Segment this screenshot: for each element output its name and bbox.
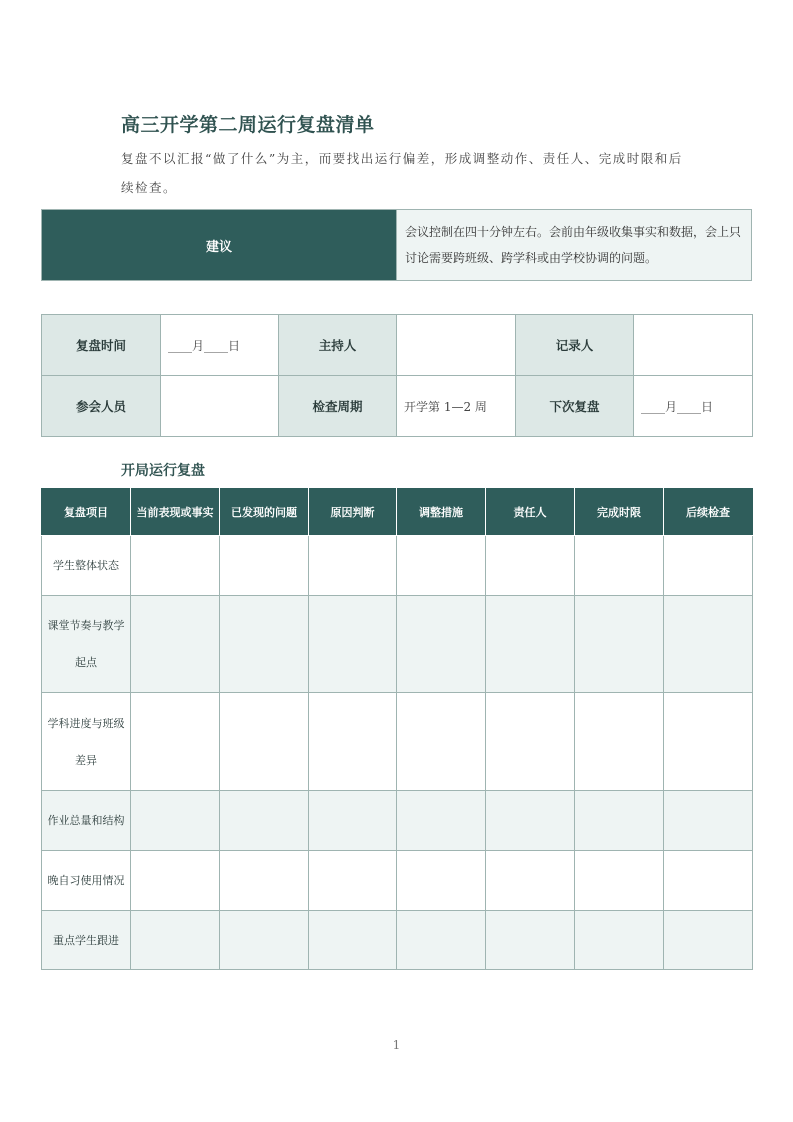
table-cell[interactable] <box>220 596 309 693</box>
table-cell[interactable] <box>309 536 397 596</box>
page-number: 1 <box>392 1038 401 1052</box>
table-cell[interactable] <box>220 693 309 791</box>
table-cell[interactable] <box>664 693 753 791</box>
table-cell[interactable] <box>397 596 486 693</box>
recorder-field[interactable] <box>634 315 753 376</box>
column-header: 完成时限 <box>575 489 664 536</box>
meeting-info-table <box>41 314 753 437</box>
column-header: 原因判断 <box>309 489 397 536</box>
table-cell[interactable] <box>486 791 575 851</box>
advice-label: 建议 <box>42 210 397 281</box>
row-label: 重点学生跟进 <box>42 911 131 970</box>
table-cell[interactable] <box>664 791 753 851</box>
column-header: 责任人 <box>486 489 575 536</box>
table-row <box>42 693 753 791</box>
table-cell[interactable] <box>575 851 664 911</box>
table-cell[interactable] <box>309 851 397 911</box>
table-cell[interactable] <box>486 536 575 596</box>
table-cell[interactable] <box>664 536 753 596</box>
table-cell[interactable] <box>664 851 753 911</box>
table-cell[interactable] <box>486 693 575 791</box>
table-row <box>42 851 753 911</box>
table-cell[interactable] <box>131 596 220 693</box>
table-cell[interactable] <box>309 596 397 693</box>
review-table-header <box>42 489 753 536</box>
recorder-label: 记录人 <box>516 315 634 376</box>
row-label: 晚自习使用情况 <box>42 851 131 911</box>
table-cell[interactable] <box>397 911 486 970</box>
row-label: 学生整体状态 <box>42 536 131 596</box>
host-field[interactable] <box>397 315 516 376</box>
table-cell[interactable] <box>309 911 397 970</box>
section-title: 开局运行复盘 <box>121 463 205 479</box>
table-cell[interactable] <box>131 851 220 911</box>
info-row-2 <box>42 376 753 437</box>
table-cell[interactable] <box>220 851 309 911</box>
table-cell[interactable] <box>575 693 664 791</box>
table-cell[interactable] <box>131 693 220 791</box>
check-period-label: 检查周期 <box>279 376 397 437</box>
check-period-value: 开学第 1—2 周 <box>397 376 516 437</box>
column-header: 调整措施 <box>397 489 486 536</box>
table-cell[interactable] <box>575 596 664 693</box>
intro-paragraph: 复盘不以汇报“做了什么”为主，而要找出运行偏差，形成调整动作、责任人、完成时限和后续检查。 <box>121 151 683 195</box>
page-title: 高三开学第二周运行复盘清单 <box>121 114 375 136</box>
row-label: 课堂节奏与教学起点 <box>42 596 131 693</box>
table-cell[interactable] <box>397 693 486 791</box>
table-row <box>42 536 753 596</box>
info-row-1 <box>42 315 753 376</box>
row-label: 学科进度与班级差异 <box>42 693 131 791</box>
row-label: 作业总量和结构 <box>42 791 131 851</box>
next-review-field[interactable]: ____月____日 <box>634 376 753 437</box>
table-cell[interactable] <box>397 791 486 851</box>
table-cell[interactable] <box>131 791 220 851</box>
next-review-label: 下次复盘 <box>516 376 634 437</box>
attendees-field[interactable] <box>161 376 279 437</box>
table-cell[interactable] <box>220 911 309 970</box>
table-cell[interactable] <box>575 911 664 970</box>
table-cell[interactable] <box>220 791 309 851</box>
table-cell[interactable] <box>397 851 486 911</box>
review-table <box>41 488 753 970</box>
table-row <box>42 911 753 970</box>
table-cell[interactable] <box>486 911 575 970</box>
table-row <box>42 596 753 693</box>
table-cell[interactable] <box>309 791 397 851</box>
advice-box <box>41 209 752 281</box>
review-time-field[interactable]: ____月____日 <box>161 315 279 376</box>
table-cell[interactable] <box>575 536 664 596</box>
table-cell[interactable] <box>131 536 220 596</box>
table-cell[interactable] <box>486 851 575 911</box>
table-cell[interactable] <box>486 596 575 693</box>
column-header: 后续检查 <box>664 489 753 536</box>
table-row <box>42 791 753 851</box>
column-header: 当前表现或事实 <box>131 489 220 536</box>
table-cell[interactable] <box>575 791 664 851</box>
table-cell[interactable] <box>131 911 220 970</box>
host-label: 主持人 <box>279 315 397 376</box>
review-time-label: 复盘时间 <box>42 315 161 376</box>
table-cell[interactable] <box>664 911 753 970</box>
advice-text: 会议控制在四十分钟左右。会前由年级收集事实和数据，会上只讨论需要跨班级、跨学科或由学校协调的问题。 <box>397 210 752 281</box>
attendees-label: 参会人员 <box>42 376 161 437</box>
table-cell[interactable] <box>664 596 753 693</box>
table-cell[interactable] <box>309 693 397 791</box>
table-cell[interactable] <box>220 536 309 596</box>
column-header: 已发现的问题 <box>220 489 309 536</box>
column-header: 复盘项目 <box>42 489 131 536</box>
table-cell[interactable] <box>397 536 486 596</box>
